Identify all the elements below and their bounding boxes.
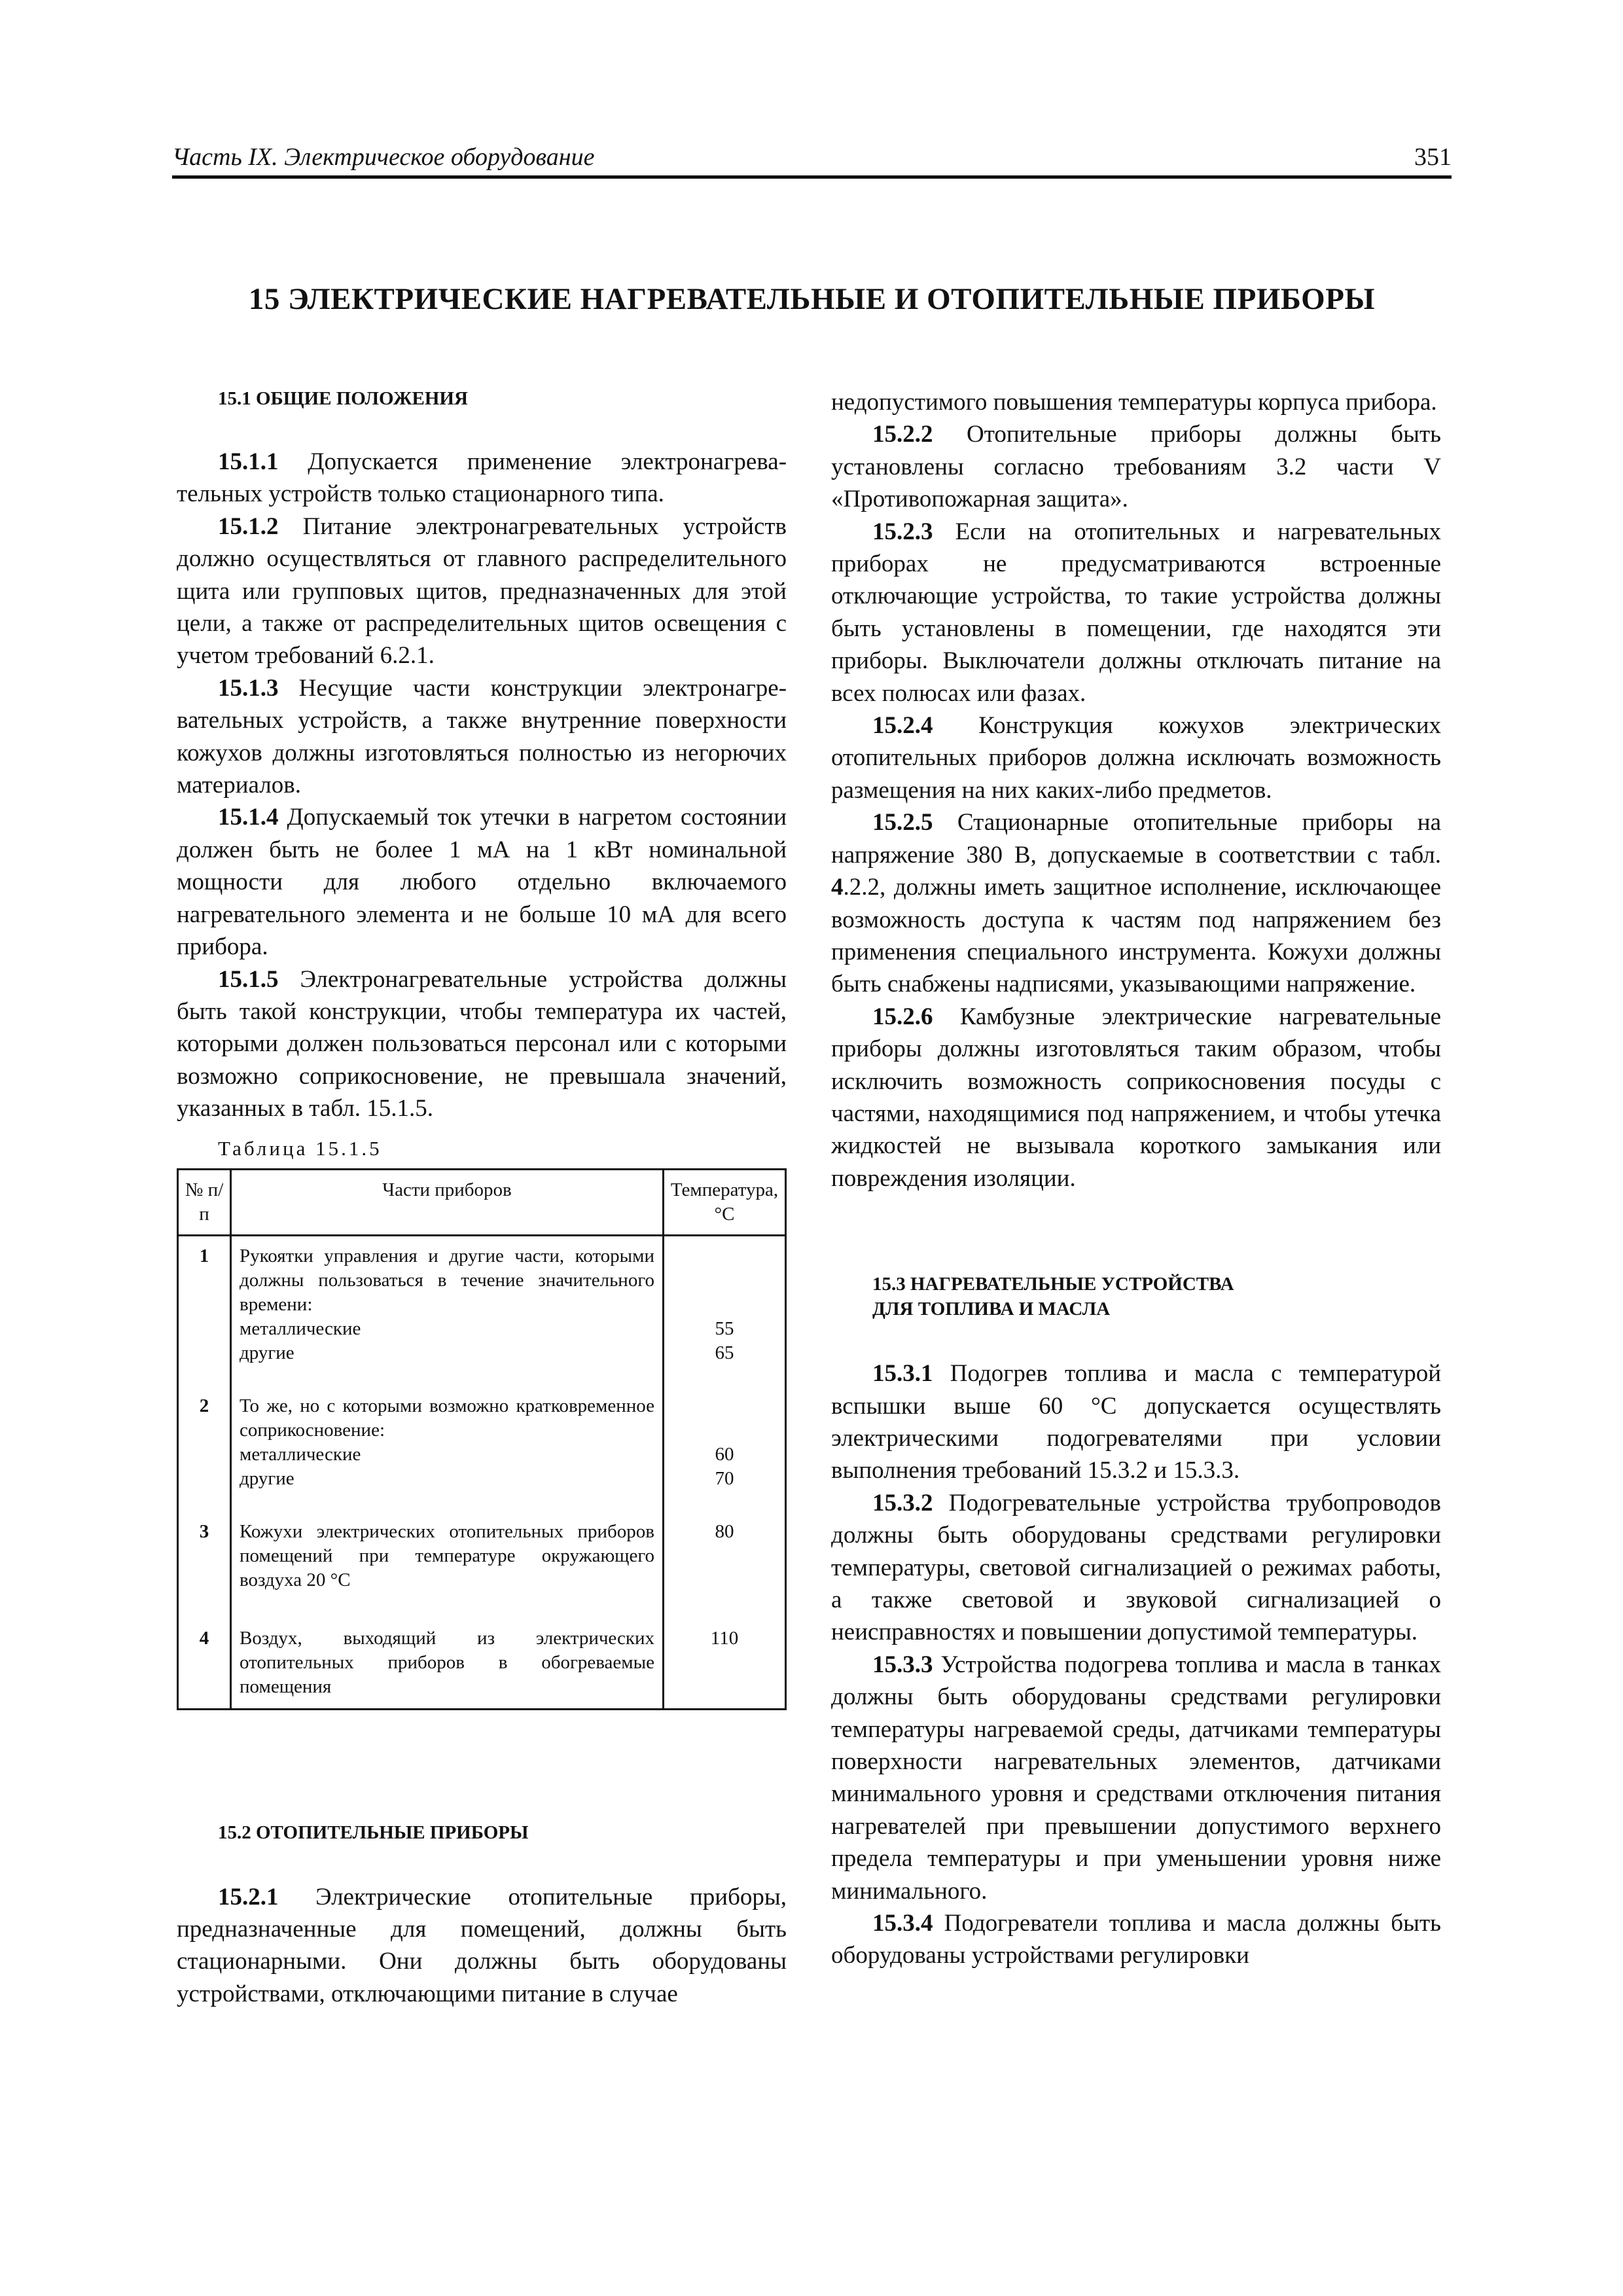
paragraph-text: Подогреватели топлива и масла должны быть оборудованы устройствами регулировки — [831, 1910, 1441, 1969]
section-15-1-heading: 15.1 ОБЩИЕ ПОЛОЖЕНИЯ — [218, 388, 468, 409]
row-sub-label: другие — [240, 1342, 294, 1363]
row-description — [231, 1380, 664, 1505]
paragraph-text: Электрические отопительные приборы, предназначенные для помещений, должны быть стационарными. Они должны быть оборудованы устройствами, отключающими питание в случае — [177, 1883, 787, 2007]
paragraph-text: Несущие части конструкции электронагревательных устройств, а также внутренние поверхности кожухов должны изготовляться полностью из негорючих материалов. — [177, 674, 787, 799]
paragraph-15-1-3 — [177, 672, 787, 802]
clause-number: 15.3.1 — [872, 1360, 933, 1388]
row-description — [231, 1235, 664, 1380]
paragraph-15-1-2 — [177, 511, 787, 672]
row-sub-label: металлические — [240, 1318, 361, 1339]
clause-number: 15.3.3 — [872, 1651, 933, 1678]
right-column — [831, 386, 1441, 1972]
paragraph-15-2-2 — [831, 418, 1441, 515]
row-number: 4 — [178, 1612, 231, 1710]
clause-number: 15.2.1 — [218, 1883, 279, 1910]
row-value: 60 — [715, 1443, 734, 1465]
header-rule — [172, 175, 1452, 179]
running-header-title: Часть IX. Электрическое оборудование — [172, 143, 595, 171]
section-heading-line: ДЛЯ ТОПЛИВА И МАСЛА — [872, 1299, 1111, 1320]
temperature-table — [177, 1168, 787, 1710]
paragraph-text: Допускается применение электронагревательных устройств только стационарного типа. — [177, 448, 787, 508]
header-temperature: Температура, °С — [664, 1169, 786, 1235]
paragraph-15-1-4 — [177, 801, 787, 963]
chapter-title: 15 ЭЛЕКТРИЧЕСКИЕ НАГРЕВАТЕЛЬНЫЕ И ОТОПИТЕЛЬНЫЕ ПРИБОРЫ — [248, 282, 1376, 316]
paragraph-text: Подогревательные устройства трубопроводов должны быть оборудованы средствами регулировки температуры, световой сигнализацией о режимах работы, а также световой и звуковой сигнализацией о неисправностях и повышении допустимой температуры. — [831, 1489, 1441, 1646]
paragraph-15-1-1 — [177, 446, 787, 511]
paragraph-text: .2.2, должны иметь защитное исполнение, исключающее возможность доступа к частям под напряжением без применения специального инструмента. Кожухи должны быть снабжены надписями, указывающими напряжение. — [831, 874, 1441, 998]
clause-number: 15.3.2 — [872, 1489, 933, 1516]
section-heading-line: 15.3 НАГРЕВАТЕЛЬНЫЕ УСТРОЙСТВА — [872, 1274, 1234, 1295]
paragraph-text: Камбузные электрические нагревательные приборы должны изготовляться таким образом, чтобы исключить возможность соприкосновения посуды с частями, находящимися под напряжением, и чтобы утечка жидкостей не вызывала короткого замыкания или повреждения изоляции. — [831, 1003, 1441, 1192]
table-row — [178, 1505, 786, 1612]
paragraph-15-2-4 — [831, 709, 1441, 806]
row-value: 70 — [715, 1467, 734, 1489]
clause-number: 15.1.4 — [218, 804, 279, 831]
clause-number: 15.2.4 — [872, 712, 933, 740]
paragraph-text: Подогрев топлива и масла с температурой вспышки выше 60 °С допускается осуществлять электрическими подогревателями при условии выполнения требований 15.3.2 и 15.3.3. — [831, 1360, 1441, 1484]
table-row — [178, 1235, 786, 1380]
section-15-2-heading: 15.2 ОТОПИТЕЛЬНЫЕ ПРИБОРЫ — [218, 1821, 529, 1843]
row-sub-label: другие — [240, 1467, 294, 1489]
row-number: 2 — [178, 1380, 231, 1505]
table-row — [178, 1380, 786, 1505]
row-text: Рукоятки управления и другие части, которыми должны пользоваться в течение значительного времени: — [240, 1245, 654, 1315]
paragraph-15-1-5 — [177, 963, 787, 1125]
clause-number: 15.2.6 — [872, 1003, 933, 1030]
paragraph-15-3-1 — [831, 1357, 1441, 1487]
clause-number: 15.2.2 — [872, 421, 933, 448]
table-row — [178, 1612, 786, 1710]
paragraph-15-2-1 — [177, 1881, 787, 2011]
row-number: 3 — [178, 1505, 231, 1612]
paragraph-text: Допускаемый ток утечки в нагретом состоянии должен быть не более 1 мА на 1 кВт номинальной мощности для любого отдельно включаемого нагревательного элемента и не больше 10 мА для всего прибора. — [177, 804, 787, 961]
clause-number: 15.2.3 — [872, 518, 933, 545]
header-number: № п/п — [178, 1169, 231, 1235]
paragraph-text: Питание электронагревательных устройств должно осуществляться от главного распределительного щита или групповых щитов, предназначенных для этой цели, а также от распределительных щитов освещения с учетом требований 6.2.1. — [177, 512, 787, 670]
clause-number: 15.3.4 — [872, 1910, 933, 1937]
paragraph-15-2-5 — [831, 806, 1441, 1000]
row-temperature — [664, 1235, 786, 1380]
clause-number: 15.1.5 — [218, 965, 279, 993]
clause-number: 15.1.3 — [218, 674, 279, 702]
paragraph-text: Стационарные отопительные приборы на напряжение 380 В, допускаемые в соответствии с табл. — [831, 809, 1441, 869]
page-number: 351 — [1414, 143, 1452, 171]
paragraph-text: Электронагревательные устройства должны быть такой конструкции, чтобы температура их частей, которыми должен пользоваться персонал или с которыми возможно соприкосновение, не превышала значений, указанных в табл. 15.1.5. — [177, 965, 787, 1122]
table-header-row — [178, 1169, 786, 1235]
row-text: То же, но с которыми возможно кратковременное соприкосновение: — [240, 1395, 654, 1441]
paragraph-text: Отопительные приборы должны быть установлены согласно требованиям 3.2 части V «Противопожарная защита». — [831, 421, 1441, 513]
row-value: 65 — [715, 1342, 734, 1363]
row-number: 1 — [178, 1235, 231, 1380]
paragraph-text: Если на отопительных и нагревательных приборах не предусматриваются встроенные отключающие устройства, то такие устройства должны быть установлены в помещении, где находятся эти приборы. Выключатели должны отключать питание на всех полюсах или фазах. — [831, 518, 1441, 707]
clause-number: 15.1.2 — [218, 512, 279, 540]
paragraph-15-3-4 — [831, 1907, 1441, 1972]
clause-number: 15.1.1 — [218, 448, 279, 475]
table-caption: Таблица 15.1.5 — [218, 1136, 382, 1160]
paragraph-15-2-3 — [831, 516, 1441, 709]
paragraph-15-3-3 — [831, 1649, 1441, 1907]
paragraph-15-2-6 — [831, 1001, 1441, 1194]
left-column — [177, 386, 787, 2010]
row-temperature — [664, 1380, 786, 1505]
paragraph-continuation: недопустимого повышения температуры корпуса прибора. — [831, 389, 1437, 416]
paragraph-text: Устройства подогрева топлива и масла в танках должны быть оборудованы средствами регулировки температуры нагреваемой среды, датчиками температуры поверхности нагревательных элементов, датчиками минимального уровня и средствами отключения питания нагревателей при превышении допустимого верхнего предела температуры и при уменьшении уровня ниже минимального. — [831, 1651, 1442, 1905]
clause-number: 15.2.5 — [872, 809, 933, 836]
paragraph-text: Конструкция кожухов электрических отопительных приборов должна исключать возможность размещения на них каких-либо предметов. — [831, 712, 1441, 804]
header-parts: Части приборов — [231, 1169, 664, 1235]
row-value: 55 — [715, 1318, 734, 1339]
row-value: 110 — [664, 1612, 786, 1710]
row-description: Кожухи электрических отопительных приборов помещений при температуре окружающего воздуха 20 °С — [231, 1505, 664, 1612]
row-value: 80 — [664, 1505, 786, 1612]
table-reference: 4 — [831, 874, 844, 901]
row-description: Воздух, выходящий из электрических отопительных приборов в обогреваемые помещения — [231, 1612, 664, 1710]
section-15-3-heading — [831, 1272, 1441, 1321]
row-sub-label: металлические — [240, 1443, 361, 1465]
paragraph-15-3-2 — [831, 1487, 1441, 1649]
